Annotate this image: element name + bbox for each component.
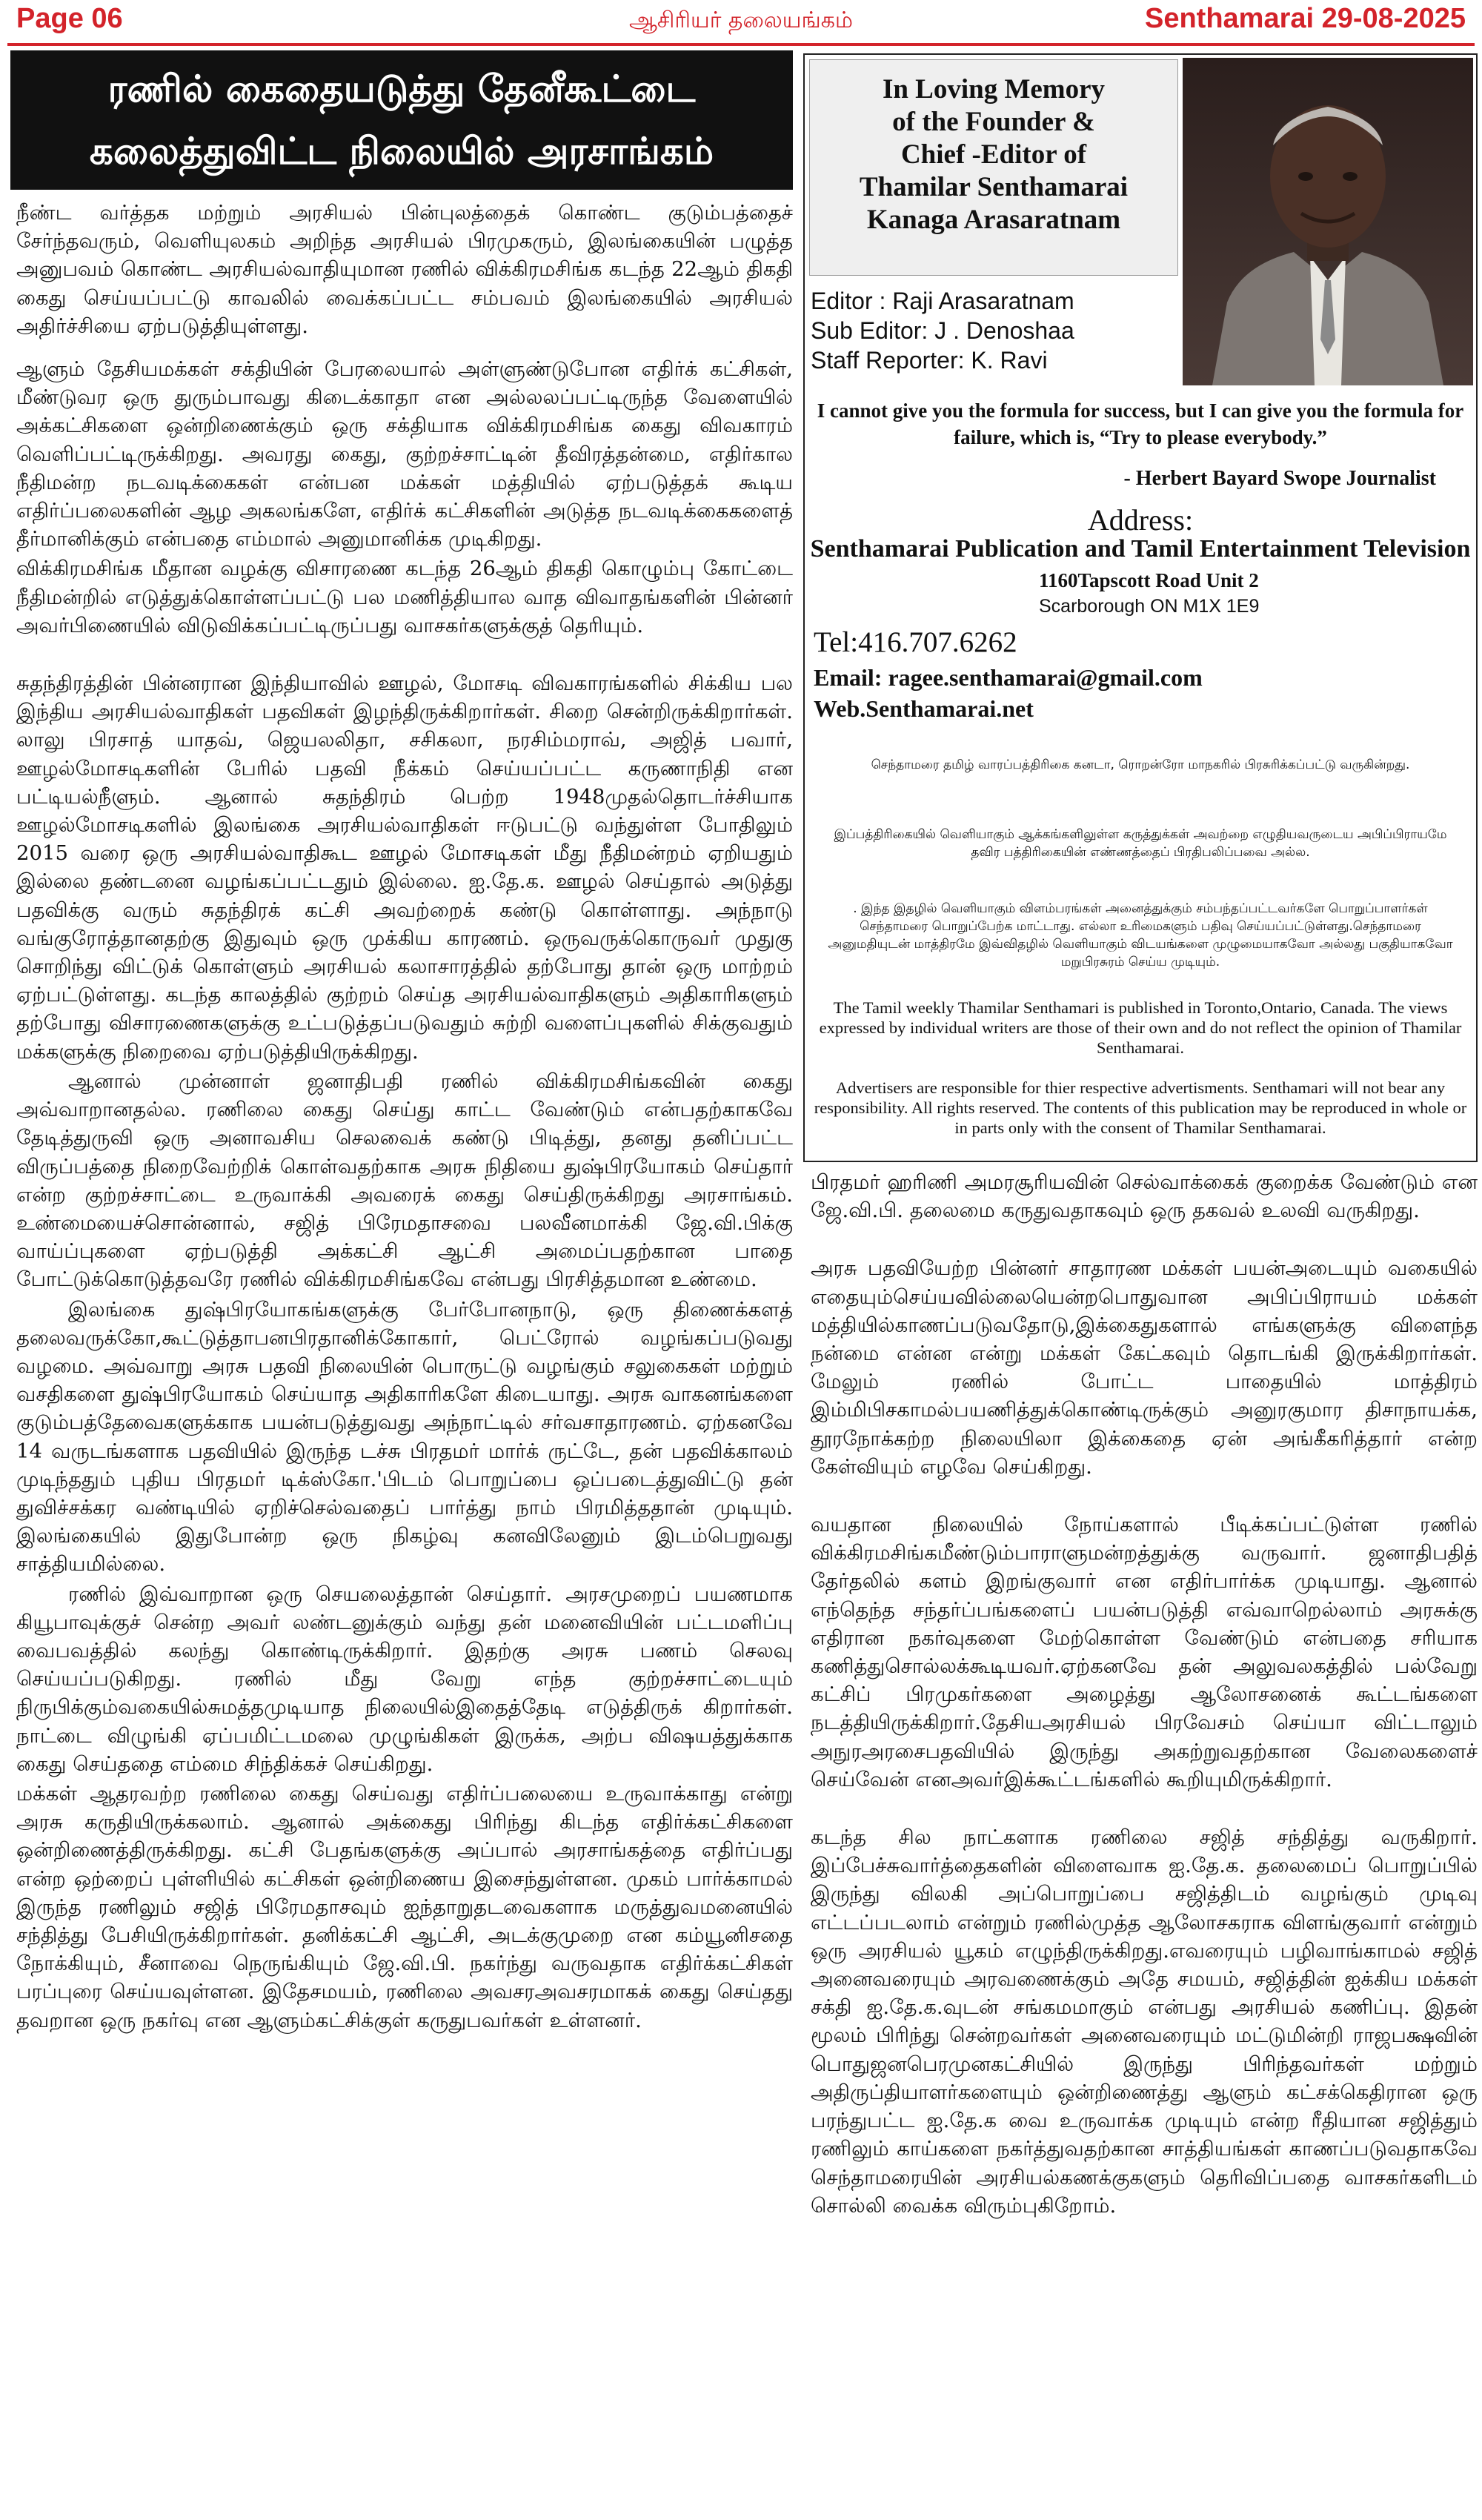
- memorial-line: Kanaga Arasaratnam: [866, 205, 1121, 235]
- paragraph: ரணில் இவ்வாறான ஒரு செயலைத்தான் செய்தார். அரசமுறைப் பயணமாக கியூபாவுக்குச் சென்ற அவர் லண்டனுக்கும் வந்து தன் மனைவியின் பட்டமளிப்பு வைபவத்தில் கலந்து கொண்டிருக்கிறார். இதற்கு அரசு பணம் செலவு செய்யப்படுகிறது. ரணில் மீது வேறு எந்த குற்றச்சாட்டையும் நிருபிக்கும்வகையில்சுமத்தமுடியாத நிலையில்இதைத்தேடி எடுத்திருக் கிறார்கள். நாட்டை விழுங்கி ஏப்பமிட்டமலை முழுங்கிகள் இருக்க, அற்ப விஷயத்துக்காக கைது செய்ததை எம்மை சிந்திக்கச் செய்கிறது.: [16, 1582, 793, 1776]
- address-label: Address:: [1087, 503, 1194, 537]
- editorial-continued-column: [811, 1168, 1478, 2517]
- english-notice: The Tamil weekly Thamilar Senthamari is published in Toronto,Ontario, Canada. The views expressed by individual writers are those of their own and do not reflect the opinion of Thamilar Senthamarai.: [819, 998, 1462, 1057]
- sub-editor-credit: Sub Editor: J . Denoshaa: [811, 317, 1074, 344]
- portrait-image: [1183, 58, 1473, 385]
- headline-line-2: கலைத்துவிட்ட நிலையில் அரசாங்கம்: [89, 130, 714, 173]
- memorial-line: In Loving Memory: [882, 74, 1106, 105]
- page-header: [0, 0, 1482, 46]
- masthead-box: [803, 53, 1478, 1162]
- editor-credit: Editor : Raji Arasaratnam: [811, 288, 1074, 314]
- tamil-notice: . இந்த இதழில் வெளியாகும் விளம்பரங்கள் அனைத்துக்கும் சம்பந்தப்பட்டவர்களே பொறுப்பாளர்கள் செந்தாமரை பொறுப்பேற்க மாட்டாது. எல்லா உரிமைகளும் பதிவு செய்யப்பட்டுள்ளது.செந்தாமரை அனுமதியுடன் மாத்திரமே இவ்விதழில் வெளியாகும் விடயங்களை முழுமையாகவோ அல்லது பகுதியாகவோ மறுபிரசுரம் செய்ய முடியும்.: [828, 901, 1453, 969]
- staff-credits: [811, 286, 1074, 375]
- address-line: Senthamarai Publication and Tamil Entertainment Television: [810, 535, 1471, 563]
- paragraph: விக்கிரமசிங்க மீதான வழக்கு விசாரணை கடந்த 26ஆம் திகதி கொழும்பு கோட்டை நீதிமன்றில் எடுத்துக்கொள்ளப்பட்டு பல மணித்தியால வாத விவாதங்களின் பின்னர் அவர்பிணையில் விடுவிக்கப்பட்டிருப்பது வாசகர்களுக்குத் தெரியும்.: [16, 557, 793, 637]
- memorial-line: Thamilar Senthamarai: [859, 172, 1129, 202]
- paragraph: கடந்த சில நாட்களாக ரணிலை சஜித் சந்தித்து வருகிறார். இப்பேச்சுவார்த்தைகளின் விளைவாக ஐ.தே.க. தலைமைப் பொறுப்பில் இருந்து விலகி அப்பொறுப்பை சஜித்திடம் வழங்கும் முடிவு எட்டப்படலாம் என்றும் ரணில்முத்த ஆலோசகராக விளங்குவார் என்றும் ஒரு அரசியல் யூகம் எழுந்திருக்கிறது.எவரையும் பழிவாங்காமல் சஜித் அனைவரையும் அரவணைக்கும் அதே சமயம், சஜித்தின் ஐக்கிய மக்கள் சக்தி ஐ.தே.க.வுடன் சங்கமமாகும் என்பது அரசியல் கணிப்பு. இதன் மூலம் பிரிந்து சென்றவர்கள் அனைவரையும் மட்டுமின்றி ராஜபக்ஷவின் பொதுஜனபெரமுனகட்சியில் இருந்து பிரிந்தவர்கள் மற்றும் அதிருப்தியாளர்களையும் ஒன்றிணைத்து ஆளும் கட்சக்கெதிரான ஒரு பரந்துபட்ட ஐ.தே.க வை உருவாக்க முடியும் என்ற ரீதியான சஜித்தும் ரணிலும் காய்களை நகர்த்துவதற்கான சாத்தியங்கள் காணப்படுவதாகவே செந்தாமரையின் அரசியல்கணக்குகளும் தெரிவிப்பதை வாசகர்களிடம் சொல்லி வைக்க விரும்புகிறோம்.: [811, 1826, 1478, 2218]
- website: Web.Senthamarai.net: [814, 695, 1034, 722]
- english-notice: Advertisers are responsible for thier respective advertisments. Senthamari will not bear any responsibility. All rights reserved. The contents of this publication may be reproduced in whole or in parts only with the consent of Thamilar Senthamarai.: [814, 1078, 1467, 1137]
- editorial-body: [6, 190, 797, 2035]
- publication-date: Senthamarai 29-08-2025: [1144, 3, 1466, 34]
- email-address: Email: ragee.senthamarai@gmail.com: [814, 664, 1203, 691]
- memorial-line: of the Founder &: [892, 107, 1095, 137]
- telephone: Tel:416.707.6262: [814, 626, 1017, 658]
- paragraph: வயதான நிலையில் நோய்களால் பீடிக்கப்பட்டுள்ள ரணில் விக்கிரமசிங்கமீண்டும்பாராளுமன்றத்துக்கு வருவார். ஜனாதிபதித் தேர்தலில் களம் இறங்குவார் என எதிர்பார்க்க முடியாது. ஆனால் எந்தெந்த சந்தர்ப்பங்களைப் பயன்படுத்தி எவ்வாறெல்லாம் அரசுக்கு எதிரான நகர்வுகளை மேற்கொள்ள வேண்டும் என்பதை சரியாக கணித்துசொல்லக்கூடியவர்.ஏற்கனவே தன் அலுவலகத்தில் பல்வேறு கட்சிப் பிரமுகர்களை அழைத்து ஆலோசனைக் கூட்டங்களை நடத்தியிருக்கிறார்.தேசியஅரசியல் பிரவேசம் செய்யா விட்டாலும் அநுரஅரசைபதவியில் இருந்து அகற்றுவதற்கான வேலைகளைச் செய்வேன் எனஅவர்இக்கூட்டங்களில் கூறியுமிருக்கிறார்.: [811, 1513, 1478, 1791]
- page-number: Page 06: [16, 3, 123, 34]
- paragraph: மக்கள் ஆதரவற்ற ரணிலை கைது செய்வது எதிர்ப்பலையை உருவாக்காது என்று அரசு கருதியிருக்கலாம். ஆனால் அக்கைது பிரிந்து கிடந்த எதிர்க்கட்சிகளை ஒன்றிணைத்திருக்கிறது. கட்சி பேதங்களுக்கு அப்பால் அரசாங்கத்தை எதிர்ப்பது என்ற ஒற்றைப் புள்ளியில் கட்சிகள் ஒன்றிணைய இசைந்துள்ளன. முகம் பார்க்காமல் இருந்த ரணிலும் சஜித் பிரேமதாசவும் ஐந்தாறுதடவைகளாக மருத்துவமனையில் சந்தித்து பேசியிருக்கிறார்கள். தனிக்கட்சி ஆட்சி, அடக்குமுறை என கம்யூனிசதை நோக்கியும், சீனாவை நெருங்கியும் ஜே.வி.பி. நகர்ந்து வருவதாக எதிர்க்கட்சிகள் பரப்புரை செய்யவுள்ளன. இதேசமயம், ரணிலை அவசரஅவசரமாகக் கைது செய்தது தவறான ஒரு நகர்வு என ஆளும்கட்சிக்குள் கருதுபவர்கள் உள்ளனர்.: [16, 1781, 793, 2032]
- paragraph: இலங்கை துஷ்பிரயோகங்களுக்கு பேர்போனநாடு, ஒரு திணைக்களத் தலைவருக்கோ,கூட்டுத்தாபனபிரதானிக்கோகார், பெட்ரோல் வழங்கப்படுவது வழமை. அவ்வாறு அரசு பதவி நிலையின் பொருட்டு வழங்கும் சலுகைகள் மற்றும் வசதிகளை துஷ்பிரயோகம் செய்யாத அதிகாரிகளே கிடையாது. அரசு வாகனங்களை குடும்பத்தேவைகளுக்காக பயன்படுத்துவது அந்நாட்டில் சர்வசாதாரணம். ஏற்கனவே 14 வருடங்களாக பதவியில் இருந்த டச்சு பிரதமர் மார்க் ருட்டே, தன் பதவிக்காலம் முடிந்ததும் புதிய பிரதமர் டிக்ஸ்கோ.'பிடம் பொறுப்பை ஒப்படைத்துவிட்டு தன் துவிச்சக்கர வண்டியில் ஏறிச்செல்வதைப் பார்த்து நாம் பிரமித்ததான் முடியும். இலங்கையில் இதுபோன்ற ஒரு நிகழ்வு கனவிலேனும் இடம்பெறுவது சாத்தியமில்லை.: [16, 1297, 793, 1576]
- tamil-notice: செந்தாமரை தமிழ் வாரப்பத்திரிகை கனடா, ரொறன்ரோ மாநகரில் பிரசுரிக்கப்பட்டு வருகின்றது.: [871, 757, 1410, 772]
- header-divider: [7, 43, 1475, 46]
- headline-banner: [10, 50, 793, 190]
- address-line: 1160Tapscott Road Unit 2: [1039, 569, 1259, 591]
- founder-photo: [1183, 58, 1473, 385]
- tamil-notice: இப்பத்திரிகையில் வெளியாகும் ஆக்கங்களிலுள்ள கருத்துக்கள் அவற்றை எழுதியவருடைய அபிப்பிராயமே தவிர பத்திரிகையின் எண்ணத்தைப் பிரதிபலிப்பவை அல்ல.: [834, 827, 1447, 860]
- headline-line-1: ரணில் கைதையடுத்து தேனீகூட்டை: [107, 67, 696, 110]
- memorial-box: [809, 59, 1178, 276]
- quote-author: - Herbert Bayard Swope Journalist: [1123, 467, 1436, 490]
- editorial-column: [6, 50, 797, 2517]
- memorial-line: Chief -Editor of: [900, 139, 1087, 170]
- paragraph: அரசு பதவியேற்ற பின்னர் சாதாரண மக்கள் பயன்அடையும் வகையில் எதையும்செய்யவில்லையென்றபொதுவான அபிப்பிராயம் மக்கள் மத்தியில்காணப்படுவதோடு,இக்கைதுகளால் எங்களுக்கு விளைந்த நன்மை என்ன என்று மக்கள் கேட்கவும் தொடங்கி இருக்கிறார்கள். மேலும் ரணில் போட்ட பாதையில் மாத்திரம் இம்மிபிசகாமல்பயணித்துக்கொண்டிருக்கும் அனுரகுமார திசாநாயக்க, தூரநோக்கற்ற நிலையிலா இக்கைதை ஏன் அங்கீகரித்தார் என்ற கேள்வியும் எழவே செய்கிறது.: [811, 1256, 1478, 1479]
- staff-reporter-credit: Staff Reporter: K. Ravi: [811, 347, 1048, 374]
- paragraph: நீண்ட வர்த்தக மற்றும் அரசியல் பின்புலத்தைக் கொண்ட குடும்பத்தைச் சேர்ந்தவரும், வெளியுலகம் அறிந்த அரசியல் பிரமுகரும், இலங்கையின் பழுத்த அனுபவம் கொண்ட அரசியல்வாதியுமான ரணில் விக்கிரமசிங்க கடந்த 22ஆம் திகதி கைது செய்யப்பட்டு காவலில் வைக்கப்பட்ட சம்பவம் இலங்கையில் அரசியல் அதிர்ச்சியை ஏற்படுத்தியுள்ளது.: [16, 201, 793, 338]
- paragraph: ஆளும் தேசியமக்கள் சக்தியின் பேரலையால் அள்ளுண்டுபோன எதிர்க் கட்சிகள், மீண்டுவர ஒரு துரும்பாவது கிடைக்காதா என அல்லலப்பட்டிருந்த வேளையில் அக்கட்சிகளை ஒன்றிணைக்கும் ஒரு சக்தியாக விக்கிரமசிங்க கைது விவகாரம் வெளிப்பட்டிருக்கிறது. அவரது கைது, குற்றச்சாட்டின் தீவிரத்தன்மை, எதிர்கால நீதிமன்ற நடவடிக்கைகள் என்பன மக்கள் மத்தியில் ஏற்படுத்தக் கூடிய எதிர்ப்பலைகளின் ஆழ அகலங்களே, எதிர்க் கட்சிகளின் அடுத்த நடவடிக்கைகளைத் தீர்மானிக்கும் என்பதை எம்மால் அனுமானிக்க முடிகிறது.: [16, 357, 793, 551]
- address-line: Scarborough ON M1X 1E9: [1039, 596, 1260, 617]
- section-title: ஆசிரியர் தலையங்கம்: [628, 7, 854, 33]
- paragraph: சுதந்திரத்தின் பின்னரான இந்தியாவில் ஊழல், மோசடி விவகாரங்களில் சிக்கிய பல இந்திய அரசியல்வாதிகள் பதவிகள் இழந்திருக்கிறார்கள். சிறை சென்றிருக்கிறார்கள். லாலு பிரசாத் யாதவ், ஜெயலலிதா, சசிகலா, நரசிம்மராவ், அஜித் பவார், ஊழல்மோசடிகளின் பேரில் பதவி நீக்கம் செய்யப்பட்ட கருணாநிதி என பட்டியல்நீளும். ஆனால் சுதந்திரம் பெற்ற 1948முதல்தொடர்ச்சியாக ஊழல்மோசடிகளில் இலங்கை அரசியல்வாதிகள் ஈடுபட்டு வந்துள்ள போதிலும் 2015 வரை ஒரு அரசியல்வாதிகூட ஊழல் மோசடிகள் மீது நீதிமன்றம் ஏறியதும் இல்லை தண்டனை வழங்கப்பட்டதும் இல்லை. ஐ.தே.க. ஊழல் செய்தால் அடுத்து பதவிக்கு வரும் சுதந்திரக் கட்சி அவற்றைக் கண்டு கொள்ளாது. அந்நாடு வங்குரோத்தானதற்கு இதுவும் ஒரு முக்கிய காரணம். ஒருவருக்கொருவர் முதுகு சொறிந்து விட்டுக் கொள்ளும் அரசியல் கலாசாரத்தில் தற்போது தான் ஒரு மாற்றம் ஏற்பட்டுள்ளது. கடந்த காலத்தில் குற்றம் செய்த அரசியல்வாதிகளும் அதிகாரிகளும் தற்போது விசாரணைகளுக்கு உட்படுத்தப்படுவதும் சுற்றி வளைப்புகளில் சிக்குவதும் மக்களுக்கு நிறைவை ஏற்படுத்தியிருக்கிறது.: [16, 672, 793, 1064]
- paragraph: ஆனால் முன்னாள் ஜனாதிபதி ரணில் விக்கிரமசிங்கவின் கைது அவ்வாறானதல்ல. ரணிலை கைது செய்து காட்ட வேண்டும் என்பதற்காகவே தேடித்துருவி ஒரு அனாவசிய செலவைக் கண்டு பிடித்து, தனது தனிப்பட்ட விருப்பத்தை நிறைவேற்றிக் கொள்வதற்காக அரசு நிதியை துஷ்பிரயோகம் செய்தார் என்ற குற்றச்சாட்டை உருவாக்கி அவரைக் கைது செய்திருக்கிறது அரசாங்கம். உண்மையைச்சொன்னால், சஜித் பிரேமதாசவை பலவீனமாக்கி ஜே.வி.பிக்கு வாய்ப்புகளை ஏற்படுத்தி அக்கட்சி ஆட்சி அமைப்பதற்கான பாதை போட்டுக்கொடுத்தவரே ரணில் விக்கிரமசிங்கவே என்பது பிரசித்தமான உண்மை.: [16, 1069, 793, 1292]
- paragraph: பிரதமர் ஹரிணி அமரசூரியவின் செல்வாக்கைக் குறைக்க வேண்டும் என ஜே.வி.பி. தலைமை கருதுவதாகவும் ஒரு தகவல் உலவி வருகிறது.: [811, 1170, 1478, 1223]
- quote-text: I cannot give you the formula for success, but I can give you the formula for failure, which is, “Try to please everybody.”: [817, 399, 1464, 448]
- memorial-text: [810, 60, 1177, 236]
